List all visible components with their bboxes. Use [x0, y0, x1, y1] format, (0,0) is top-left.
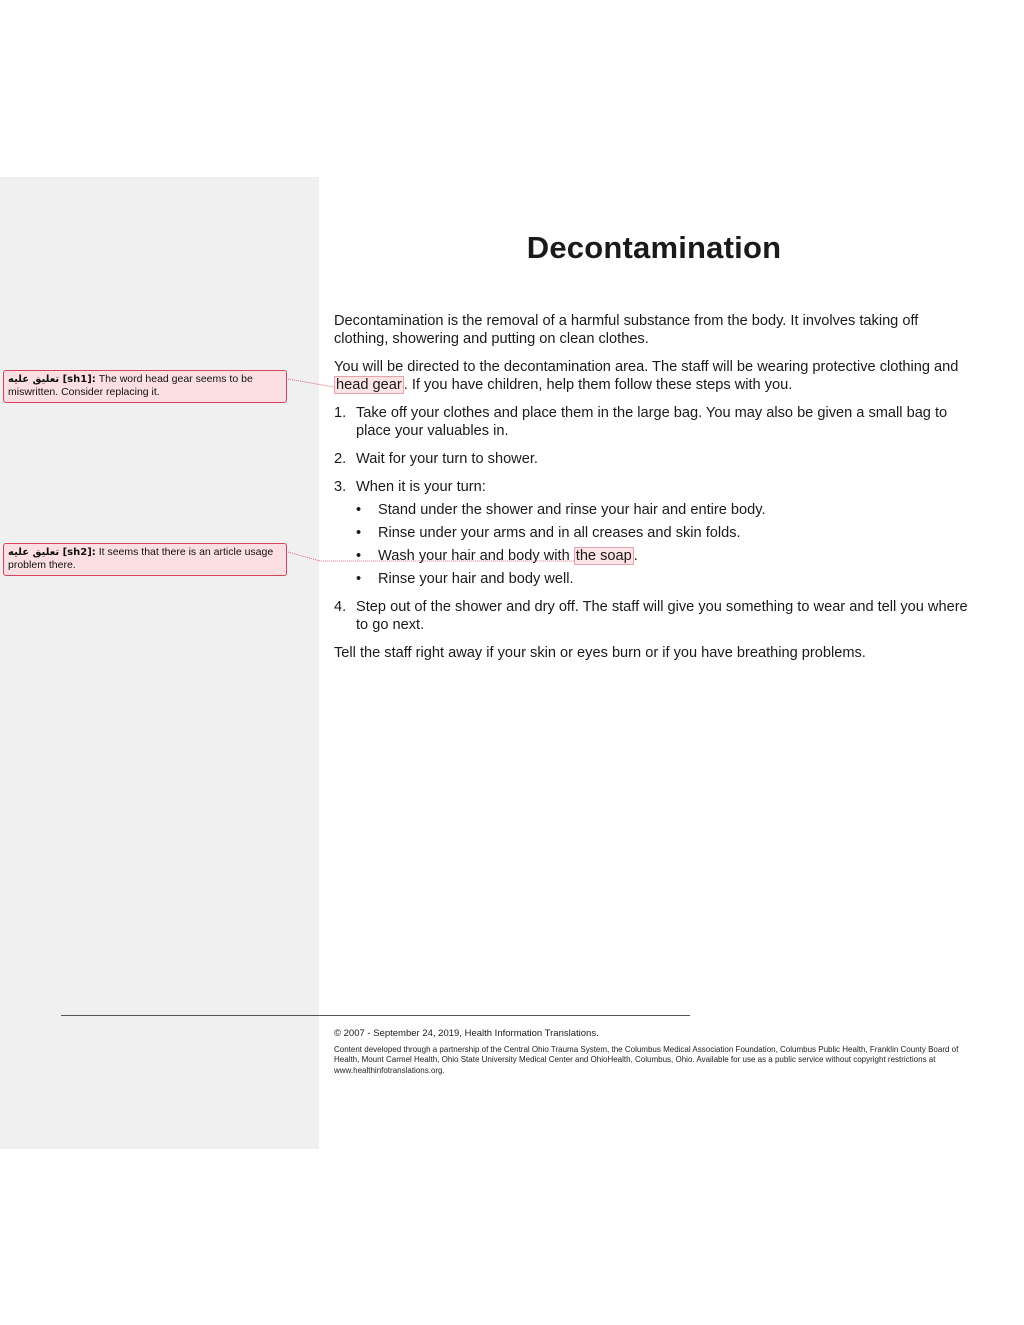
page-footer: [334, 1028, 964, 1076]
directed-text-after: . If you have children, help them follow these steps with you.: [403, 377, 793, 393]
substep-text-after: .: [633, 548, 638, 564]
directed-paragraph: [334, 358, 974, 394]
step-1: [334, 404, 974, 440]
step-4: [334, 598, 974, 634]
comment-sh2[interactable]: [3, 543, 287, 576]
commented-text-head-gear[interactable]: head gear: [336, 377, 402, 393]
steps-list: [334, 404, 974, 634]
substep-3: [356, 547, 974, 565]
step-number: 3.: [334, 479, 347, 495]
substep-1: [356, 501, 974, 519]
step-3: [334, 478, 974, 588]
substep-text: Stand under the shower and rinse your hair and entire body.: [378, 502, 766, 518]
closing-paragraph: Tell the staff right away if your skin or eyes burn or if you have breathing problems.: [334, 645, 866, 661]
substep-text-before: Wash your hair and body with: [378, 548, 574, 564]
step-text: Take off your clothes and place them in the large bag. You may also be given a small bag to place your valuables in.: [356, 405, 948, 439]
footer-copyright: © 2007 - September 24, 2019, Health Information Translations.: [334, 1028, 599, 1039]
step-text: When it is your turn:: [356, 479, 486, 495]
comment-sh1[interactable]: [3, 370, 287, 403]
comment-text: It seems that there is an article usage problem there.: [8, 546, 274, 571]
substep-2: [356, 524, 974, 542]
substep-text: Rinse under your arms and in all creases and skin folds.: [378, 525, 741, 541]
footer-credit: Content developed through a partnership of the Central Ohio Trauma System, the Columbus Medical Association Foundation, Columbus Public Health, Franklin County Board of Health, Mount Carmel Health, Ohio State University Medical Center and OhioHealth, Columbus, Ohio. Available for use as a public service without copyright restrictions at www.healthinfotranslations.org.: [334, 1045, 959, 1075]
bullet-icon: •: [356, 548, 362, 564]
bullet-icon: •: [356, 502, 362, 518]
substep-text: Rinse your hair and body well.: [378, 571, 574, 587]
intro-paragraph: Decontamination is the removal of a harmful substance from the body. It involves taking off clothing, showering and putting on clean clothes.: [334, 313, 919, 347]
comment-text: The word head gear seems to be miswritten. Consider replacing it.: [8, 373, 253, 398]
page-title: Decontamination: [526, 230, 782, 265]
comment-author: تعليق عليه [sh1]:: [8, 374, 96, 385]
substeps-list: [356, 501, 974, 588]
footer-divider: [61, 1015, 690, 1016]
step-text: Step out of the shower and dry off. The staff will give you something to wear and tell you where to go next.: [356, 599, 968, 633]
step-number: 2.: [334, 451, 347, 467]
bullet-icon: •: [356, 525, 362, 541]
commented-text-the-soap[interactable]: the soap: [575, 548, 632, 564]
directed-text-before: You will be directed to the decontamination area. The staff will be wearing protective clothing and: [334, 359, 959, 375]
comment-margin-pane: [0, 177, 319, 1149]
substep-4: [356, 570, 974, 588]
step-number: 1.: [334, 405, 347, 421]
step-2: [334, 450, 974, 468]
step-number: 4.: [334, 599, 347, 615]
step-text: Wait for your turn to shower.: [356, 451, 538, 467]
bullet-icon: •: [356, 571, 362, 587]
document-body: [334, 228, 974, 672]
comment-author: تعليق عليه [sh2]:: [8, 547, 96, 558]
